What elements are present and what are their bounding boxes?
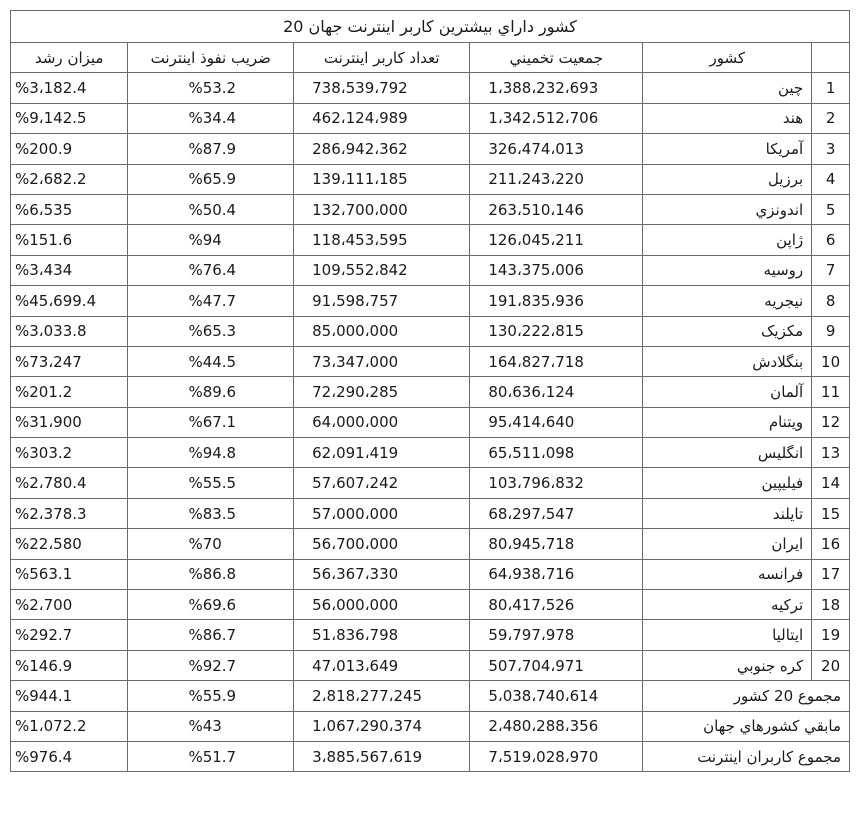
users-cell: 72،290،285 — [294, 377, 470, 407]
population-cell: 1،342،512،706 — [470, 103, 643, 133]
table-body — [11, 73, 850, 772]
country-cell: هند — [643, 103, 812, 133]
table-row — [11, 164, 850, 194]
summary-growth-cell: %976.4 — [11, 741, 128, 771]
rank-cell: 8 — [812, 286, 850, 316]
table-row — [11, 103, 850, 133]
population-cell: 80،636،124 — [470, 377, 643, 407]
growth-cell: %151.6 — [11, 225, 128, 255]
table-row — [11, 468, 850, 498]
population-cell: 1،388،232،693 — [470, 73, 643, 103]
internet-users-table — [10, 10, 850, 772]
growth-cell: %200.9 — [11, 134, 128, 164]
users-cell: 57،000،000 — [294, 498, 470, 528]
penetration-cell: %83.5 — [128, 498, 294, 528]
summary-penetration-cell: %51.7 — [128, 741, 294, 771]
users-cell: 738،539،792 — [294, 73, 470, 103]
table-row — [11, 225, 850, 255]
country-cell: آمريکا — [643, 134, 812, 164]
growth-cell: %45،699.4 — [11, 286, 128, 316]
users-cell: 47،013،649 — [294, 650, 470, 680]
penetration-cell: %69.6 — [128, 590, 294, 620]
growth-cell: %2،780.4 — [11, 468, 128, 498]
country-cell: ژاپن — [643, 225, 812, 255]
table-row — [11, 194, 850, 224]
growth-cell: %73،247 — [11, 346, 128, 376]
table-row — [11, 407, 850, 437]
summary-label-cell: مجموع کاربران اينترنت — [643, 741, 850, 771]
rank-cell: 2 — [812, 103, 850, 133]
table-row — [11, 377, 850, 407]
table-row — [11, 286, 850, 316]
header-growth: ميزان رشد — [11, 43, 128, 73]
users-cell: 51،836،798 — [294, 620, 470, 650]
summary-population-cell: 7،519،028،970 — [470, 741, 643, 771]
users-cell: 56،700،000 — [294, 529, 470, 559]
population-cell: 326،474،013 — [470, 134, 643, 164]
growth-cell: %2،700 — [11, 590, 128, 620]
rank-cell: 14 — [812, 468, 850, 498]
country-cell: ترکيه — [643, 590, 812, 620]
penetration-cell: %76.4 — [128, 255, 294, 285]
header-row — [11, 43, 850, 73]
population-cell: 65،511،098 — [470, 438, 643, 468]
summary-users-cell: 1،067،290،374 — [294, 711, 470, 741]
penetration-cell: %44.5 — [128, 346, 294, 376]
summary-label-cell: مابقي کشورهاي جهان — [643, 711, 850, 741]
users-cell: 91،598،757 — [294, 286, 470, 316]
country-cell: روسيه — [643, 255, 812, 285]
header-rank — [812, 43, 850, 73]
growth-cell: %146.9 — [11, 650, 128, 680]
header-country: کشور — [643, 43, 812, 73]
population-cell: 80،945،718 — [470, 529, 643, 559]
population-cell: 80،417،526 — [470, 590, 643, 620]
rank-cell: 7 — [812, 255, 850, 285]
users-cell: 286،942،362 — [294, 134, 470, 164]
users-cell: 73،347،000 — [294, 346, 470, 376]
population-cell: 59،797،978 — [470, 620, 643, 650]
growth-cell: %22،580 — [11, 529, 128, 559]
country-cell: بنگلادش — [643, 346, 812, 376]
population-cell: 68،297،547 — [470, 498, 643, 528]
penetration-cell: %94.8 — [128, 438, 294, 468]
country-cell: انگليس — [643, 438, 812, 468]
header-users: تعداد کاربر اينترنت — [294, 43, 470, 73]
population-cell: 211،243،220 — [470, 164, 643, 194]
growth-cell: %9،142.5 — [11, 103, 128, 133]
penetration-cell: %53.2 — [128, 73, 294, 103]
header-penetration: ضريب نفوذ اينترنت — [128, 43, 294, 73]
population-cell: 95،414،640 — [470, 407, 643, 437]
internet-users-table-container — [10, 10, 850, 772]
summary-growth-cell: %1،072.2 — [11, 711, 128, 741]
penetration-cell: %86.8 — [128, 559, 294, 589]
summary-users-cell: 2،818،277،245 — [294, 681, 470, 711]
country-cell: فرانسه — [643, 559, 812, 589]
rank-cell: 19 — [812, 620, 850, 650]
users-cell: 56،367،330 — [294, 559, 470, 589]
table-row — [11, 134, 850, 164]
penetration-cell: %65.9 — [128, 164, 294, 194]
growth-cell: %2،378.3 — [11, 498, 128, 528]
rank-cell: 15 — [812, 498, 850, 528]
population-cell: 143،375،006 — [470, 255, 643, 285]
penetration-cell: %94 — [128, 225, 294, 255]
table-row — [11, 559, 850, 589]
growth-cell: %3،033.8 — [11, 316, 128, 346]
table-row — [11, 346, 850, 376]
population-cell: 126،045،211 — [470, 225, 643, 255]
table-title: 20 کشور داراي بيشترين کاربر اينترنت جهان — [11, 11, 850, 43]
penetration-cell: %65.3 — [128, 316, 294, 346]
rank-cell: 9 — [812, 316, 850, 346]
penetration-cell: %50.4 — [128, 194, 294, 224]
population-cell: 64،938،716 — [470, 559, 643, 589]
table-row — [11, 316, 850, 346]
rank-cell: 6 — [812, 225, 850, 255]
table-row — [11, 650, 850, 680]
table-row — [11, 438, 850, 468]
summary-population-cell: 2،480،288،356 — [470, 711, 643, 741]
users-cell: 118،453،595 — [294, 225, 470, 255]
rank-cell: 18 — [812, 590, 850, 620]
rank-cell: 20 — [812, 650, 850, 680]
penetration-cell: %86.7 — [128, 620, 294, 650]
country-cell: تايلند — [643, 498, 812, 528]
rank-cell: 1 — [812, 73, 850, 103]
penetration-cell: %92.7 — [128, 650, 294, 680]
growth-cell: %563.1 — [11, 559, 128, 589]
summary-penetration-cell: %43 — [128, 711, 294, 741]
country-cell: برزيل — [643, 164, 812, 194]
rank-cell: 17 — [812, 559, 850, 589]
rank-cell: 13 — [812, 438, 850, 468]
summary-row — [11, 711, 850, 741]
country-cell: اندونزي — [643, 194, 812, 224]
table-row — [11, 73, 850, 103]
rank-cell: 4 — [812, 164, 850, 194]
table-row — [11, 498, 850, 528]
growth-cell: %31،900 — [11, 407, 128, 437]
summary-label-cell: مجموع 20 کشور — [643, 681, 850, 711]
summary-penetration-cell: %55.9 — [128, 681, 294, 711]
country-cell: نيجريه — [643, 286, 812, 316]
penetration-cell: %89.6 — [128, 377, 294, 407]
country-cell: ايتاليا — [643, 620, 812, 650]
rank-cell: 16 — [812, 529, 850, 559]
growth-cell: %2،682.2 — [11, 164, 128, 194]
penetration-cell: %55.5 — [128, 468, 294, 498]
population-cell: 103،796،832 — [470, 468, 643, 498]
population-cell: 130،222،815 — [470, 316, 643, 346]
rank-cell: 10 — [812, 346, 850, 376]
population-cell: 507،704،971 — [470, 650, 643, 680]
header-population: جمعيت تخميني — [470, 43, 643, 73]
users-cell: 56،000،000 — [294, 590, 470, 620]
growth-cell: %303.2 — [11, 438, 128, 468]
summary-users-cell: 3،885،567،619 — [294, 741, 470, 771]
summary-row — [11, 741, 850, 771]
penetration-cell: %67.1 — [128, 407, 294, 437]
summary-row — [11, 681, 850, 711]
penetration-cell: %70 — [128, 529, 294, 559]
country-cell: آلمان — [643, 377, 812, 407]
rank-cell: 5 — [812, 194, 850, 224]
users-cell: 85،000،000 — [294, 316, 470, 346]
population-cell: 263،510،146 — [470, 194, 643, 224]
rank-cell: 11 — [812, 377, 850, 407]
summary-growth-cell: %944.1 — [11, 681, 128, 711]
users-cell: 132،700،000 — [294, 194, 470, 224]
users-cell: 139،111،185 — [294, 164, 470, 194]
table-row — [11, 590, 850, 620]
users-cell: 109،552،842 — [294, 255, 470, 285]
summary-population-cell: 5،038،740،614 — [470, 681, 643, 711]
table-row — [11, 529, 850, 559]
country-cell: کره جنوبي — [643, 650, 812, 680]
population-cell: 191،835،936 — [470, 286, 643, 316]
penetration-cell: %87.9 — [128, 134, 294, 164]
population-cell: 164،827،718 — [470, 346, 643, 376]
country-cell: فيليپين — [643, 468, 812, 498]
rank-cell: 12 — [812, 407, 850, 437]
country-cell: چين — [643, 73, 812, 103]
penetration-cell: %47.7 — [128, 286, 294, 316]
country-cell: مکزيک — [643, 316, 812, 346]
growth-cell: %3،182.4 — [11, 73, 128, 103]
rank-cell: 3 — [812, 134, 850, 164]
country-cell: ويتنام — [643, 407, 812, 437]
country-cell: ايران — [643, 529, 812, 559]
table-row — [11, 255, 850, 285]
growth-cell: %3،434 — [11, 255, 128, 285]
growth-cell: %6،535 — [11, 194, 128, 224]
table-row — [11, 620, 850, 650]
users-cell: 62،091،419 — [294, 438, 470, 468]
growth-cell: %201.2 — [11, 377, 128, 407]
users-cell: 57،607،242 — [294, 468, 470, 498]
users-cell: 462،124،989 — [294, 103, 470, 133]
users-cell: 64،000،000 — [294, 407, 470, 437]
penetration-cell: %34.4 — [128, 103, 294, 133]
growth-cell: %292.7 — [11, 620, 128, 650]
